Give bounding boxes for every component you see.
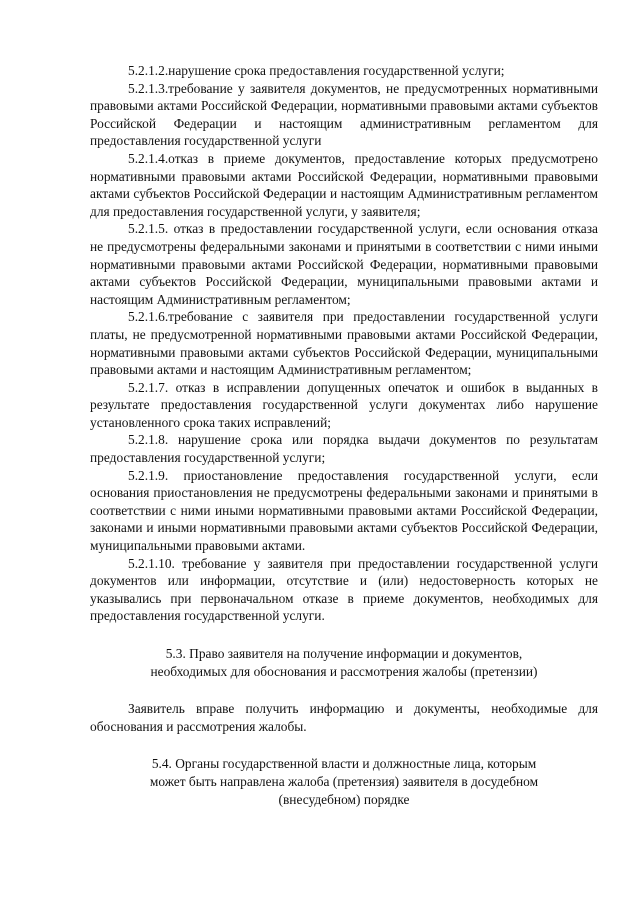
- paragraph-5-2-1-3: 5.2.1.3.требование у заявителя документов, не предусмотренных нормативными правовыми актами Российской Федерации, нормативными правовыми актами субъектов Российской Федерации и настоящим административным регламентом для предоставления государственной услуги: [90, 80, 598, 149]
- heading-line: 5.4. Органы государственной власти и должностные лица, которым: [151, 756, 537, 772]
- section-heading-5-3: [90, 645, 598, 680]
- paragraph-5-2-1-6: 5.2.1.6.требование с заявителя при предоставлении государственной услуги платы, не предусмотренной нормативными правовыми актами Российской Федерации, нормативными правовыми актами субъектов Российской Федерации, муниципальными правовыми актами и настоящим Административным регламентом;: [90, 309, 598, 378]
- paragraph-5-2-1-8: 5.2.1.8. нарушение срока или порядка выдачи документов по результатам предоставления государственной услуги;: [90, 432, 598, 466]
- paragraph-5-2-1-7: 5.2.1.7. отказ в исправлении допущенных опечаток и ошибок в выданных в результате предоставления государственной услуги документах либо нарушение установленного срока таких исправлений;: [90, 379, 598, 430]
- paragraph-5-3-body: Заявитель вправе получить информацию и документы, необходимые для обоснования и рассмотрения жалобы.: [90, 701, 598, 734]
- heading-line: 5.3. Право заявителя на получение информации и документов,: [165, 646, 523, 661]
- heading-line: (внесудебном) порядке: [278, 791, 410, 807]
- paragraph-5-2-1-9: 5.2.1.9. приостановление предоставления государственной услуги, если основания приостановления не предусмотрены федеральными законами и принятыми в соответствии с ними иными нормативными правовыми актами Российской Федерации, законами и иными нормативными правовыми актами субъектов Российской Федерации, муниципальными правовыми актами.: [90, 467, 598, 554]
- paragraph-5-2-1-5: 5.2.1.5. отказ в предоставлении государственной услуги, если основания отказа не предусмотрены федеральными законами и принятыми в соответствии с ними иными нормативными правовыми актами Российской Федерации, нормативными правовыми актами субъектов Российской Федерации, муниципальными правовыми актами и настоящим Административным регламентом;: [90, 221, 598, 307]
- heading-line: необходимых для обоснования и рассмотрения жалобы (претензии): [150, 663, 538, 679]
- paragraph-5-2-1-2: 5.2.1.2.нарушение срока предоставления государственной услуги;: [128, 63, 505, 78]
- paragraph-5-2-1-4: 5.2.1.4.отказ в приеме документов, предоставление которых предусмотрено нормативными правовыми актами Российской Федерации, нормативными правовыми актами субъектов Российской Федерации и настоящим Административным регламентом для предоставления государственной услуги, у заявителя;: [90, 150, 598, 219]
- spacer: [90, 680, 598, 700]
- spacer: [90, 735, 598, 755]
- document-page: [90, 62, 598, 808]
- paragraph-5-2-1-10: 5.2.1.10. требование у заявителя при предоставлении государственной услуги документов или информации, отсутствие и (или) недостоверность которых не указывались при первоначальном отказе в приеме документов, необходимых для предоставления государственной услуги.: [90, 555, 598, 624]
- section-heading-5-4: [90, 755, 598, 808]
- spacer: [90, 625, 598, 645]
- heading-line: может быть направлена жалоба (претензия) заявителя в досудебном: [149, 773, 539, 789]
